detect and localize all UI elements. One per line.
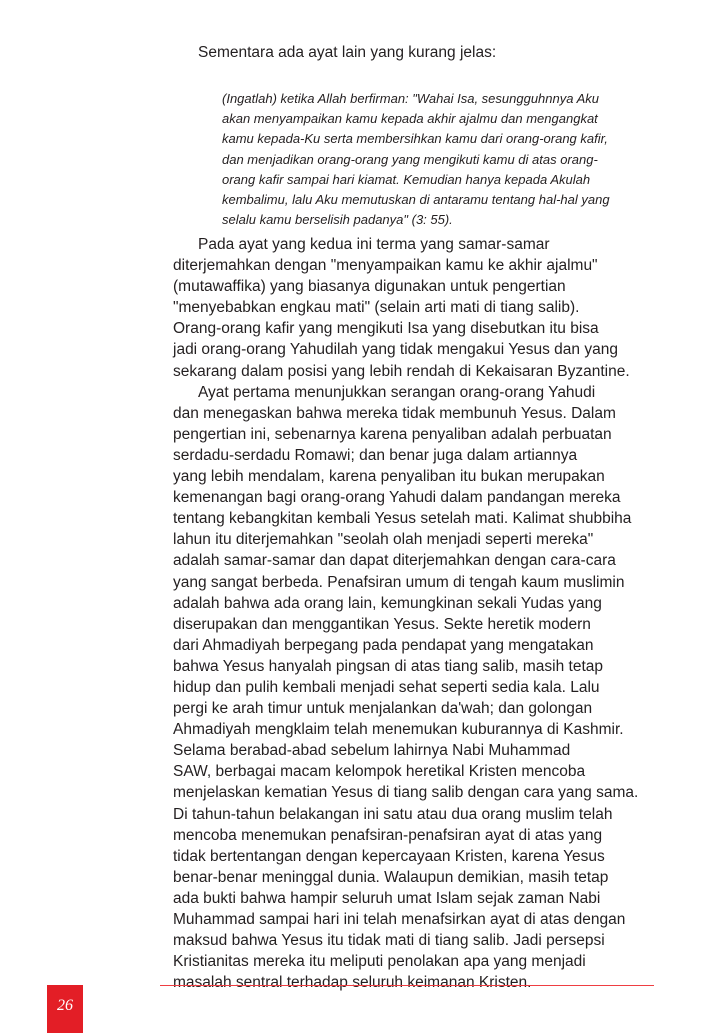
text-line: Kristianitas mereka itu meliputi penolakan apa yang menjadi [173, 953, 586, 971]
text-line: sekarang dalam posisi yang lebih rendah di Kekaisaran Byzantine. [173, 362, 630, 380]
footer-rule [160, 985, 654, 986]
page-number: 26 [57, 997, 73, 1014]
text-line: kemenangan bagi orang-orang Yahudi dalam pandangan mereka [173, 489, 621, 507]
text-line: yang sangat berbeda. Penafsiran umum di tengah kaum muslimin [173, 573, 625, 591]
text-line: dan menegaskan bahwa mereka tidak membunuh Yesus. Dalam [173, 404, 616, 422]
text-line: diserupakan dan menggantikan Yesus. Sekte heretik modern [173, 615, 591, 633]
text-line: jadi orang-orang Yahudilah yang tidak mengakui Yesus dan yang [173, 341, 618, 359]
paragraph-2 [173, 382, 638, 994]
quran-quote [222, 89, 610, 230]
text-line: Ahmadiyah mengklaim telah menemukan kuburannya di Kashmir. [173, 721, 624, 739]
text-line: adalah bahwa ada orang lain, kemungkinan sekali Yudas yang [173, 594, 602, 612]
text-line: "menyebabkan engkau mati" (selain arti mati di tiang salib). [173, 299, 580, 317]
text-line: Selama berabad-abad sebelum lahirnya Nabi Muhammad [173, 742, 571, 760]
text-line: bahwa Yesus hanyalah pingsan di atas tiang salib, masih tetap [173, 657, 603, 675]
text-line: tidak bertentangan dengan kepercayaan Kristen, karena Yesus [173, 847, 605, 865]
text-line: yang lebih mendalam, karena penyaliban itu bukan merupakan [173, 468, 605, 486]
text-line: Di tahun-tahun belakangan ini satu atau dua orang muslim telah [173, 805, 613, 823]
text-line: ada bukti bahwa hampir seluruh umat Islam sejak zaman Nabi [173, 889, 601, 907]
text-line: pengertian ini, sebenarnya karena penyaliban adalah perbuatan [173, 425, 612, 443]
text-line: diterjemahkan dengan "menyampaikan kamu ke akhir ajalmu" [173, 257, 598, 275]
text-line: Pada ayat yang kedua ini terma yang samar-samar [198, 236, 550, 253]
quote-line: (Ingatlah) ketika Allah berfirman: "Wahai Isa, sesungguhnnya Aku [222, 91, 600, 106]
text-line: hidup dan pulih kembali menjadi sehat seperti sedia kala. Lalu [173, 678, 600, 696]
text-line: dari Ahmadiyah berpegang pada pendapat yang mengatakan [173, 636, 594, 654]
text-line: menjelaskan kematian Yesus di tiang salib dengan cara yang sama. [173, 784, 639, 802]
text-line: Orang-orang kafir yang mengikuti Isa yang disebutkan itu bisa [173, 320, 599, 338]
quote-line: kamu kepada-Ku serta membersihkan kamu dari orang-orang kafir, [222, 131, 608, 147]
lead-sentence: Sementara ada ayat lain yang kurang jelas: [198, 44, 497, 61]
text-line: Muhammad sampai hari ini telah menafsirkan ayat di atas dengan [173, 911, 626, 928]
text-line: serdadu-serdadu Romawi; dan benar juga dalam artiannya [173, 446, 578, 464]
text-line: mencoba menemukan penafsiran-penafsiran ayat di atas yang [173, 826, 603, 844]
text-line: tentang kebangkitan kembali Yesus setelah mati. Kalimat shubbiha [173, 510, 632, 528]
page-number-box [47, 985, 83, 1033]
quote-line: kembalimu, lalu Aku memutuskan di antaramu tentang hal-hal yang [222, 192, 610, 208]
text-line: masalah sentral terhadap seluruh keimanan Kristen. [173, 974, 532, 992]
text-line: Ayat pertama menunjukkan serangan orang-orang Yahudi [198, 383, 596, 401]
body-text [173, 234, 638, 993]
text-line: maksud bahwa Yesus itu tidak mati di tiang salib. Jadi persepsi [173, 932, 605, 950]
text-line: lahun itu diterjemahkan "seolah olah menjadi seperti mereka" [173, 531, 594, 549]
text-line: SAW, berbagai macam kelompok heretikal Kristen mencoba [173, 763, 586, 781]
quote-line: dan menjadikan orang-orang yang mengikuti kamu di atas orang- [222, 151, 598, 167]
text-line: pergi ke arah timur untuk menjalankan da'wah; dan golongan [173, 700, 593, 718]
text-line: adalah samar-samar dan dapat diterjemahkan dengan cara-cara [173, 552, 616, 570]
text-line: (mutawaffika) yang biasanya digunakan untuk pengertian [173, 278, 566, 296]
quote-line: orang kafir sampai hari kiamat. Kemudian hanya kepada Akulah [222, 171, 591, 187]
paragraph-1 [173, 234, 638, 382]
quote-line: akan menyampaikan kamu kepada akhir ajalmu dan mengangkat [222, 111, 598, 127]
quote-line: selalu kamu berselisih padanya" (3: 55). [222, 212, 453, 228]
text-line: benar-benar meninggal dunia. Walaupun demikian, masih tetap [173, 868, 609, 886]
